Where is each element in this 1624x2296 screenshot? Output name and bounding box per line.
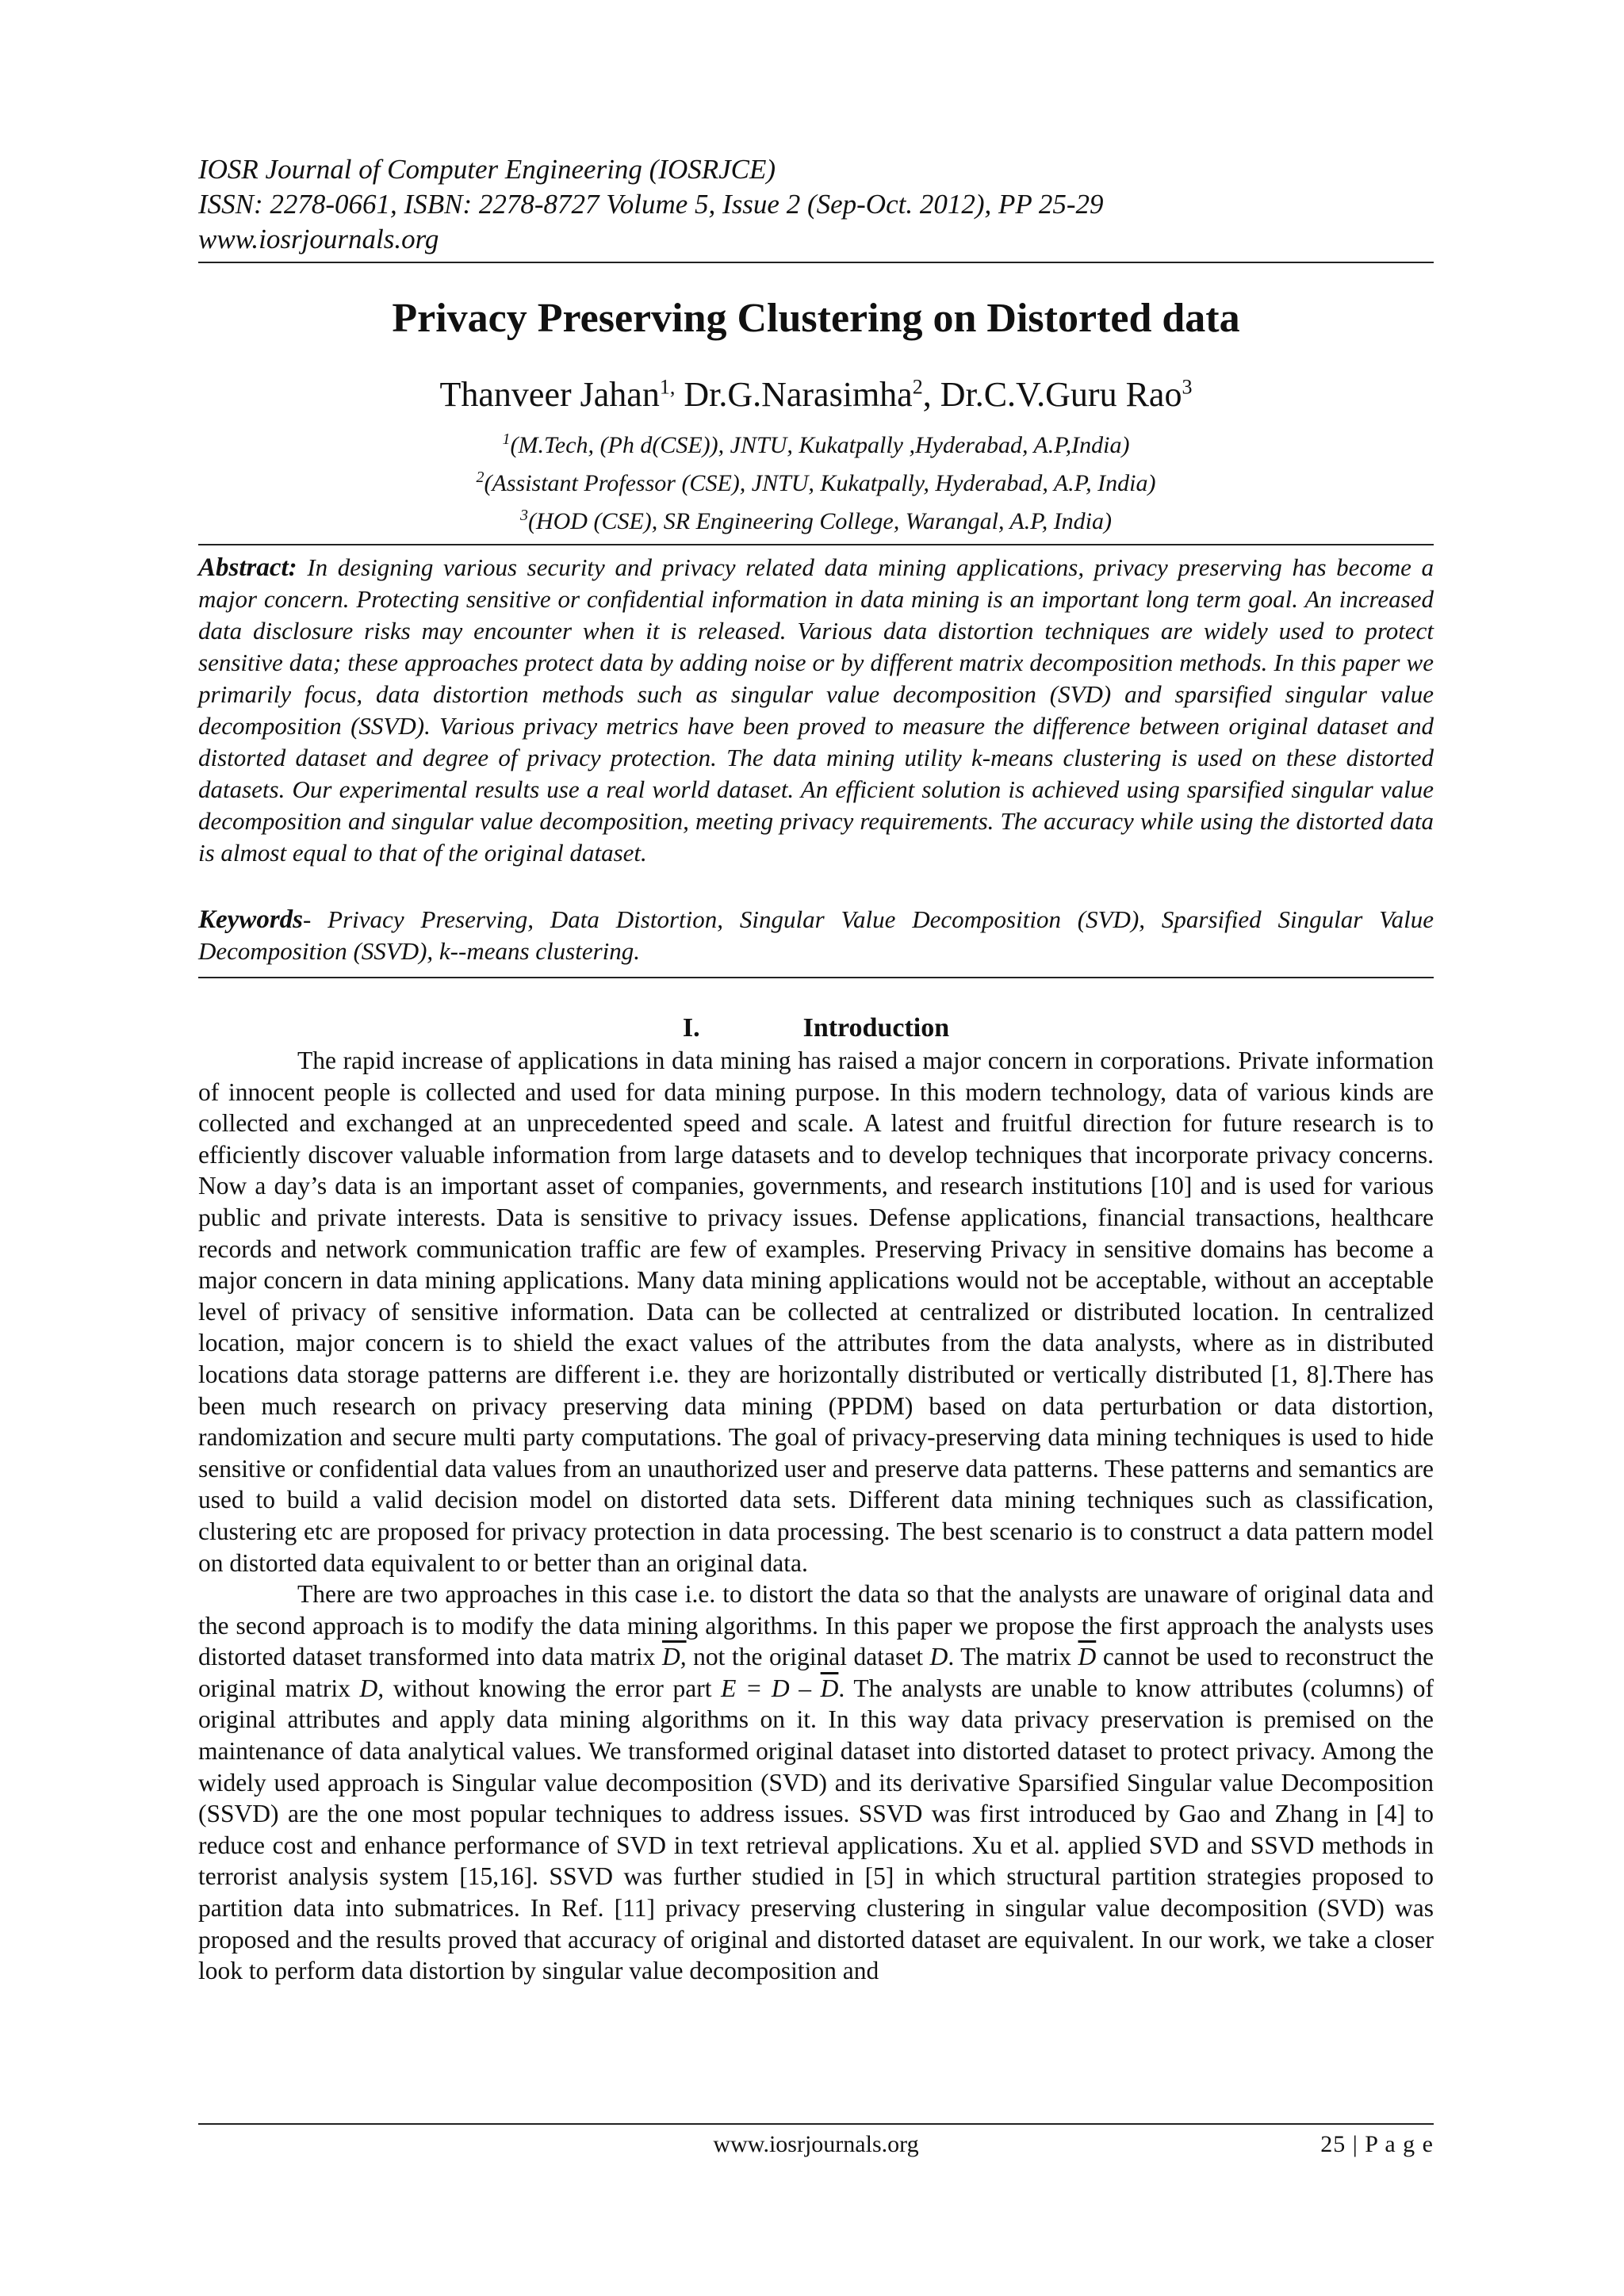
abstract-label: Abstract: <box>198 553 297 582</box>
keywords-label: Keywords <box>198 905 303 934</box>
page-number: 25 | P a g e <box>1320 2131 1434 2157</box>
author-superscript: 1, <box>659 375 676 399</box>
section-title: Introduction <box>802 1013 950 1043</box>
journal-header <box>198 152 1434 257</box>
error-equation: E = D – <box>721 1674 821 1702</box>
author-name: Dr.C.V.Guru Rao <box>940 375 1182 414</box>
matrix-d-bar: D, <box>661 1643 687 1671</box>
abstract-text: In designing various security and privacy related data mining applications, privacy preserving has become a major concern. Protecting sensitive or confidential information in data mining is an important long term goal. An increased data disclosure risks may encounter when it is released. Various data distortion techniques are widely used to protect sensitive data; these approaches protect data by adding noise or by different matrix decomposition methods. In this paper we primarily focus, data distortion methods such as singular value decomposition (SVD) and sparsified singular value decomposition (SSVD). Various privacy metrics have been proved to measure the difference between original dataset and distorted dataset and degree of privacy protection. The data mining utility k-means clustering is used on these distorted datasets. Our experimental results use a real world dataset. An efficient solution is achieved using sparsified singular value decomposition and singular value decomposition, meeting privacy requirements. The accuracy while using the distorted data is almost equal to that of the original dataset. <box>198 553 1434 867</box>
abstract <box>198 552 1434 869</box>
paragraph: The rapid increase of applications in data mining has raised a major concern in corporations. Private information of innocent people is collected and used for data mining purpose. In this modern technology, data of various kinds are collected and exchanged at an unprecedented speed and scale. A latest and fruitful direction for future research is to efficiently discover valuable information from large datasets and to develop techniques that incorporate privacy concerns. Now a day’s data is an important asset of companies, governments, and research institutions [10] and is used for various public and private interests. Data is sensitive to privacy issues. Defense applications, financial transactions, healthcare records and network communication traffic are few of examples. Preserving Privacy in sensitive domains has become a major concern in data mining applications. Many data mining applications would not be acceptable, without an acceptable level of privacy of sensitive information. Data can be collected at centralized or distributed location. In centralized location, major concern is to shield the exact values of the attributes from the data analysts, where as in distributed locations data storage patterns are different i.e. they are horizontally distributed or vertically distributed [1, 8].There has been much research on privacy preserving data mining (PPDM) based on data perturbation or data distortion, randomization and secure multi party computations. The goal of privacy-preserving data mining techniques is used to hide sensitive or confidential data values from an unauthorized user and preserve data patterns. These patterns and semantics are used to build a valid decision model on distorted data sets. Different data mining techniques such as classification, clustering etc are proposed for privacy protection in data processing. The best scenario is to construct a data pattern model on distorted data equivalent to or better than an original data. <box>198 1047 1434 1577</box>
paragraph: There are two approaches in this case i.e. to distort the data so that the analysts are unaware of original data and the second approach is to modify the data mining algorithms. In this paper we propose the first approach the analysts uses distorted dataset transformed into data matrix D, not the original dataset D. The matrix $\overline{D}$ cannot be used to reconstruct the original matrix D, without knowing the error part $E = D - \overline{D}$. The analysts are unable to know attributes (columns) of original attributes and apply data mining algorithms on it. In this way data privacy preservation is premised on the maintenance of data analytical values. We transformed original dataset into distorted dataset to protect privacy. Among the widely used approach is Singular value decomposition (SVD) and its derivative Sparsified Singular value Decomposition (SSVD) are the one most popular techniques to address issues. SSVD was first introduced by Gao and Zhang in [4] to reduce cost and enhance performance of SVD in text retrieval applications. Xu et al. applied SVD and SSVD methods in terrorist analysis system [15,16]. SSVD was further studied in [5] in which structural partition strategies proposed to partition data into submatrices. In Ref. [11] privacy preserving clustering in singular value decomposition (SVD) was proposed and the results proved that accuracy of original and distorted dataset are equivalent. In our work, we take a closer look to perform data distortion by singular value decomposition and <box>198 1580 1434 1985</box>
footer-divider <box>198 2123 1434 2125</box>
matrix-d-bar: $\overline{D}$ <box>820 1674 839 1702</box>
abstract-top-divider <box>198 544 1434 545</box>
author-superscript: 2 <box>912 375 923 399</box>
affiliation-list <box>198 423 1434 538</box>
header-divider <box>198 262 1434 263</box>
section-heading <box>198 1013 1434 1043</box>
author-superscript: 3 <box>1182 375 1193 399</box>
affiliation: $^2$(Assistant Professor (CSE), JNTU, Kukatpally, Hyderabad, A.P, India) <box>476 469 1156 496</box>
paper-title: Privacy Preserving Clustering on Distorted data <box>392 296 1240 341</box>
journal-issn: ISSN: 2278-0661, ISBN: 2278-8727 Volume 5, Issue 2 (Sep-Oct. 2012), PP 25-29 <box>198 189 1104 220</box>
footer-website: www.iosrjournals.org <box>713 2131 919 2157</box>
author-list <box>198 374 1434 415</box>
author-separator: , <box>922 375 940 414</box>
keywords <box>198 904 1434 967</box>
matrix-d: D <box>929 1643 948 1671</box>
matrix-d-bar: $\overline{D}$ <box>1078 1643 1097 1671</box>
matrix-d: D, <box>359 1674 385 1702</box>
affiliation: $^3$(HOD (CSE), SR Engineering College, Warangal, A.P, India) <box>519 507 1113 534</box>
journal-name: IOSR Journal of Computer Engineering (IOSRJCE) <box>198 154 776 185</box>
abstract-bottom-divider <box>198 977 1434 978</box>
introduction-body <box>198 1045 1434 1987</box>
affiliation: $^1$(M.Tech, (Ph d(CSE)), JNTU, Kukatpally ,Hyderabad, A.P,India) <box>502 430 1130 458</box>
author-name: Dr.G.Narasimha <box>684 375 913 414</box>
journal-website: www.iosrjournals.org <box>198 224 439 254</box>
keywords-text: - Privacy Preserving, Data Distortion, Singular Value Decomposition (SVD), Sparsified Singular Value Decomposition (SSVD), k--means clustering. <box>198 905 1434 965</box>
section-number: I. <box>682 1013 700 1043</box>
author-name: Thanveer Jahan <box>439 375 660 414</box>
